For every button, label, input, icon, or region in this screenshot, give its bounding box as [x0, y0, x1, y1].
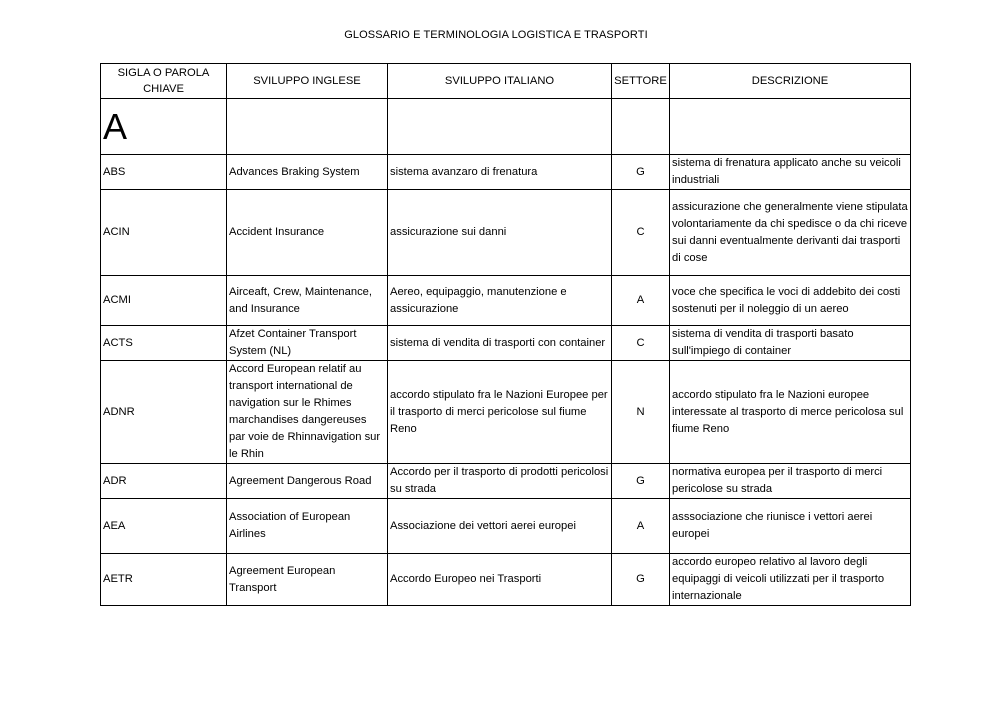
row-sector: A — [612, 499, 670, 554]
table-row — [101, 326, 911, 361]
table-row — [101, 155, 911, 190]
row-italian: Associazione dei vettori aerei europei — [388, 499, 612, 554]
row-sector: N — [612, 361, 670, 464]
row-key: AEA — [101, 499, 227, 554]
header-sector: SETTORE — [612, 64, 670, 99]
row-english: Accord European relatif au transport international de navigation sur le Rhimes marchandises dangereuses par voie de Rhinnavigation sur le Rhin — [227, 361, 388, 464]
row-sector: G — [612, 554, 670, 606]
glossary-table — [100, 63, 911, 606]
row-description: sistema di vendita di trasporti basato sull'impiego di container — [670, 326, 911, 361]
row-english: Advances Braking System — [227, 155, 388, 190]
row-key: ADNR — [101, 361, 227, 464]
row-description: accordo europeo relativo al lavoro degli equipaggi di veicoli utilizzati per il trasporto internazionale — [670, 554, 911, 606]
row-english: Agreement European Transport — [227, 554, 388, 606]
document-title: GLOSSARIO E TERMINOLOGIA LOGISTICA E TRASPORTI — [344, 29, 648, 41]
row-key: ABS — [101, 155, 227, 190]
row-description: voce che specifica le voci di addebito dei costi sostenuti per il noleggio di un aereo — [670, 276, 911, 326]
row-sector: G — [612, 464, 670, 499]
row-italian: Accordo per il trasporto di prodotti pericolosi su strada — [388, 464, 612, 499]
row-key: ADR — [101, 464, 227, 499]
row-italian: Aereo, equipaggio, manutenzione e assicurazione — [388, 276, 612, 326]
row-sector: A — [612, 276, 670, 326]
row-description: assicurazione che generalmente viene stipulata volontariamente da chi spedisce o da chi riceve sui danni eventualmente derivanti dai trasporti di cose — [670, 190, 911, 276]
row-key: AETR — [101, 554, 227, 606]
row-english: Agreement Dangerous Road — [227, 464, 388, 499]
section-letter-row — [101, 99, 911, 155]
row-english: Afzet Container Transport System (NL) — [227, 326, 388, 361]
table-row — [101, 499, 911, 554]
table-row — [101, 190, 911, 276]
table-row — [101, 464, 911, 499]
row-sector: C — [612, 326, 670, 361]
header-english: SVILUPPO INGLESE — [227, 64, 388, 99]
row-description: asssociazione che riunisce i vettori aerei europei — [670, 499, 911, 554]
row-italian: sistema avanzaro di frenatura — [388, 155, 612, 190]
row-sector: G — [612, 155, 670, 190]
row-italian: sistema di vendita di trasporti con container — [388, 326, 612, 361]
row-english: Association of European Airlines — [227, 499, 388, 554]
header-key: SIGLA O PAROLA CHIAVE — [101, 64, 227, 99]
row-description: sistema di frenatura applicato anche su veicoli industriali — [670, 155, 911, 190]
row-key: ACIN — [101, 190, 227, 276]
row-description: normativa europea per il trasporto di merci pericolose su strada — [670, 464, 911, 499]
table-row — [101, 554, 911, 606]
table-row — [101, 276, 911, 326]
section-letter: A — [101, 99, 227, 155]
row-english: Accident Insurance — [227, 190, 388, 276]
row-english: Airceaft, Crew, Maintenance, and Insurance — [227, 276, 388, 326]
row-sector: C — [612, 190, 670, 276]
row-key: ACTS — [101, 326, 227, 361]
row-key: ACMI — [101, 276, 227, 326]
row-italian: Accordo Europeo nei Trasporti — [388, 554, 612, 606]
row-italian: assicurazione sui danni — [388, 190, 612, 276]
table-row — [101, 361, 911, 464]
row-description: accordo stipulato fra le Nazioni europee interessate al trasporto di merce pericolosa sul fiume Reno — [670, 361, 911, 464]
row-italian: accordo stipulato fra le Nazioni Europee per il trasporto di merci pericolose sul fiume Reno — [388, 361, 612, 464]
table-header-row — [101, 64, 911, 99]
header-italian: SVILUPPO ITALIANO — [388, 64, 612, 99]
header-description: DESCRIZIONE — [670, 64, 911, 99]
